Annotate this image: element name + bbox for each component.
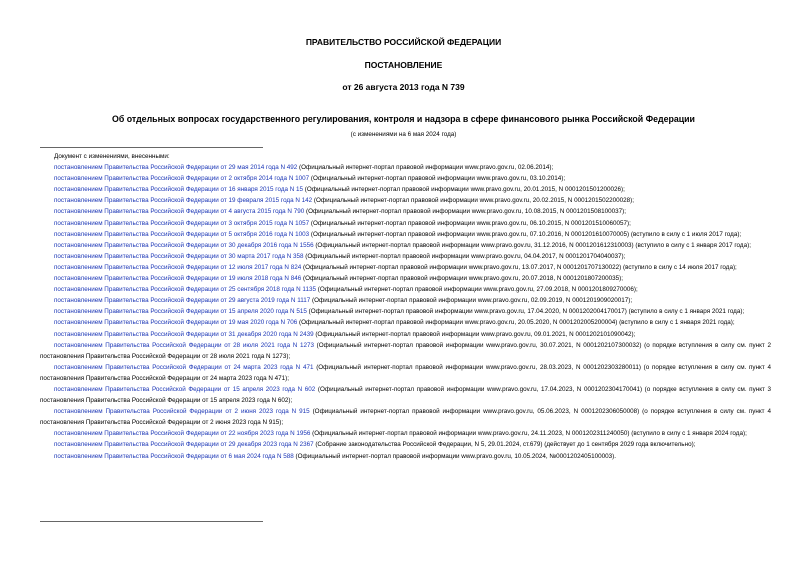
amendment-link[interactable]: постановлением Правительства Российской Федерации от 24 марта 2023 года N 471: [54, 363, 314, 371]
amendment-link[interactable]: постановлением Правительства Российской Федерации от 16 января 2015 года N 15: [54, 186, 304, 194]
amendment-link[interactable]: постановлением Правительства Российской Федерации от 22 ноября 2023 года N 1956: [54, 430, 311, 438]
amendment-source: (Собрание законодательства Российской Федерации, N 5, 29.01.2024, ст.679) (действует до 1 сентября 2029 года включительно);: [313, 441, 696, 449]
change-entry: [40, 251, 771, 262]
amendment-link[interactable]: постановлением Правительства Российской Федерации от 19 июля 2018 года N 846: [54, 275, 302, 283]
change-entry: [40, 229, 771, 240]
change-entry: [40, 284, 771, 295]
change-entry: [40, 329, 771, 340]
changes-list: [40, 151, 771, 462]
amendment-link[interactable]: постановлением Правительства Российской Федерации от 29 августа 2019 года N 1117: [54, 297, 311, 305]
amendment-source: (Официальный интернет-портал правовой информации www.pravo.gov.ru, 13.07.2017, N 0001201707130022) (вступило в силу с 14 июля 2017 года);: [301, 263, 737, 271]
change-entry: [40, 273, 771, 284]
amendment-link[interactable]: постановлением Правительства Российской Федерации от 12 июля 2017 года N 824: [54, 263, 302, 271]
amendment-link[interactable]: постановлением Правительства Российской Федерации от 31 декабря 2020 года N 2439: [54, 330, 314, 338]
change-entry: [40, 195, 771, 206]
change-entry: [40, 340, 771, 362]
government-name: ПРАВИТЕЛЬСТВО РОССИЙСКОЙ ФЕДЕРАЦИИ: [305, 37, 502, 47]
amendment-link[interactable]: постановлением Правительства Российской Федерации от 29 мая 2014 года N 492: [54, 164, 298, 172]
amendment-source: (Официальный интернет-портал правовой информации www.pravo.gov.ru, 02.06.2014);: [297, 164, 554, 172]
amendment-link[interactable]: постановлением Правительства Российской Федерации от 19 февраля 2015 года N 142: [54, 197, 313, 205]
change-entry: [40, 362, 771, 384]
amendment-link[interactable]: постановлением Правительства Российской Федерации от 15 апреля 2020 года N 515: [54, 308, 307, 316]
change-entry: [40, 384, 771, 406]
changes-intro: Документ с изменениями, внесенными:: [54, 153, 170, 160]
amendment-source: (Официальный интернет-портал правовой информации www.pravo.gov.ru, 17.04.2023, N 0001202304170041) (о порядке вступления в силу см. пункт 3 постановления Правительства Российской Федерации от 15 апреля 2023 года N 602);: [40, 385, 772, 405]
amendment-link[interactable]: постановлением Правительства Российской Федерации от 6 мая 2024 года N 588: [54, 452, 294, 460]
change-entry: [40, 184, 771, 195]
amendment-link[interactable]: постановлением Правительства Российской Федерации от 15 апреля 2023 года N 602: [54, 385, 316, 393]
amendment-source: (Официальный интернет-портал правовой информации www.pravo.gov.ru, 31.12.2016, N 0001201612310003) (вступило в силу с 1 января 2017 года);: [313, 241, 751, 249]
amendment-link[interactable]: постановлением Правительства Российской Федерации от 28 июля 2021 года N 1273: [54, 341, 314, 349]
amendment-link[interactable]: постановлением Правительства Российской Федерации от 30 марта 2017 года N 358: [54, 252, 304, 260]
amendment-link[interactable]: постановлением Правительства Российской Федерации от 29 декабря 2023 года N 2367: [54, 441, 314, 449]
change-entry: [40, 206, 771, 217]
amendment-link[interactable]: постановлением Правительства Российской Федерации от 2 июня 2023 года N 915: [54, 408, 310, 416]
document-type: ПОСТАНОВЛЕНИЕ: [364, 60, 443, 70]
amendment-link[interactable]: постановлением Правительства Российской Федерации от 25 сентября 2018 года N 1135: [54, 286, 316, 294]
change-entry: [40, 406, 771, 428]
amendment-link[interactable]: постановлением Правительства Российской Федерации от 19 мая 2020 года N 706: [54, 319, 298, 327]
amendment-link[interactable]: постановлением Правительства Российской Федерации от 4 августа 2015 года N 790: [54, 208, 305, 216]
amendment-source: (Официальный интернет-портал правовой информации www.pravo.gov.ru, 17.04.2020, N 0001202004170017) (вступило в силу с 1 января 2021 года);: [306, 308, 745, 316]
change-entry: [40, 439, 771, 450]
amendment-source: (Официальный интернет-портал правовой информации www.pravo.gov.ru, 02.09.2019, N 0001201909020017);: [310, 297, 633, 305]
amendment-source: (Официальный интернет-портал правовой информации www.pravo.gov.ru, 07.10.2016, N 0001201610070005) (вступило в силу с 1 июля 2017 года);: [309, 230, 742, 238]
change-entry: [40, 240, 771, 251]
amendment-source: (Официальный интернет-портал правовой информации www.pravo.gov.ru, 06.10.2015, N 0001201510060057);: [309, 219, 631, 227]
change-entry: [40, 428, 771, 439]
amendment-source: (Официальный интернет-портал правовой информации www.pravo.gov.ru, 09.01.2021, N 0001202101090042);: [313, 330, 636, 338]
amendment-source: (Официальный интернет-портал правовой информации www.pravo.gov.ru, 20.07.2018, N 0001201807200035);: [301, 275, 624, 283]
amendment-source: (Официальный интернет-портал правовой информации www.pravo.gov.ru, 05.06.2023, N 0001202306050008) (о порядке вступления в силу см. пункт 4 постановления Правительства Российской Федерации от 2 июня 2023 года N 915);: [40, 408, 771, 427]
top-divider: [40, 147, 263, 148]
change-entry: [40, 451, 771, 462]
amendment-link[interactable]: постановлением Правительства Российской Федерации от 2 октября 2014 года N 1007: [54, 175, 310, 183]
change-entry: [40, 218, 771, 229]
change-entry: [40, 262, 771, 273]
amendment-source: (Официальный интернет-портал правовой информации www.pravo.gov.ru, 30.07.2021, N 0001202107300032) (о порядке вступления в силу см. пункт 2 постановления Правительства Российской Федерации от 28 июля 2021 года N 1273);: [40, 341, 771, 360]
amendment-source: (Официальный интернет-портал правовой информации www.pravo.gov.ru, 20.01.2015, N 0001201501200026);: [303, 186, 625, 194]
amendment-source: (Официальный интернет-портал правовой информации www.pravo.gov.ru, 27.09.2018, N 0001201809270006);: [315, 286, 638, 294]
change-entry: [40, 295, 771, 306]
edition-note: (с изменениями на 6 мая 2024 года): [350, 131, 457, 138]
amendment-link[interactable]: постановлением Правительства Российской Федерации от 30 декабря 2016 года N 1556: [54, 241, 314, 249]
amendment-source: (Официальный интернет-портал правовой информации www.pravo.gov.ru, 04.04.2017, N 0001201704040037);: [303, 252, 626, 260]
amendment-source: (Официальный интернет-портал правовой информации www.pravo.gov.ru, 20.02.2015, N 0001201502200028);: [312, 197, 634, 205]
amendment-source: (Официальный интернет-портал правовой информации www.pravo.gov.ru, 24.11.2023, N 0001202311240050) (вступило в силу с 1 января 2024 года);: [310, 430, 747, 438]
document-date-number: от 26 августа 2013 года N 739: [342, 82, 465, 92]
amendment-source: (Официальный интернет-портал правовой информации www.pravo.gov.ru, 10.05.2024, №0001202405100003).: [293, 452, 617, 460]
document-title: Об отдельных вопросах государственного регулирования, контроля и надзора в сфере финансового рынка Российской Федерации: [112, 114, 695, 124]
amendment-source: (Официальный интернет-портал правовой информации www.pravo.gov.ru, 03.10.2014);: [309, 175, 566, 183]
amendment-source: (Официальный интернет-портал правовой информации www.pravo.gov.ru, 10.08.2015, N 0001201508100037);: [304, 208, 627, 216]
change-entry: [40, 162, 771, 173]
change-entry: [40, 317, 771, 328]
amendment-link[interactable]: постановлением Правительства Российской Федерации от 5 октября 2016 года N 1003: [54, 230, 310, 238]
change-entry: [40, 306, 771, 317]
bottom-divider: [40, 521, 263, 522]
changes-entries: [40, 162, 771, 462]
amendment-link[interactable]: постановлением Правительства Российской Федерации от 3 октября 2015 года N 1057: [54, 219, 310, 227]
amendment-source: (Официальный интернет-портал правовой информации www.pravo.gov.ru, 28.03.2023, N 0001202303280011) (о порядке вступления в силу см. пункт 4 постановления Правительства Российской Федерации от 24 марта 2023 года N 471);: [40, 363, 772, 382]
change-entry: [40, 173, 771, 184]
amendment-source: (Официальный интернет-портал правовой информации www.pravo.gov.ru, 20.05.2020, N 0001202005200004) (вступило в силу с 1 января 2021 года);: [297, 319, 735, 327]
